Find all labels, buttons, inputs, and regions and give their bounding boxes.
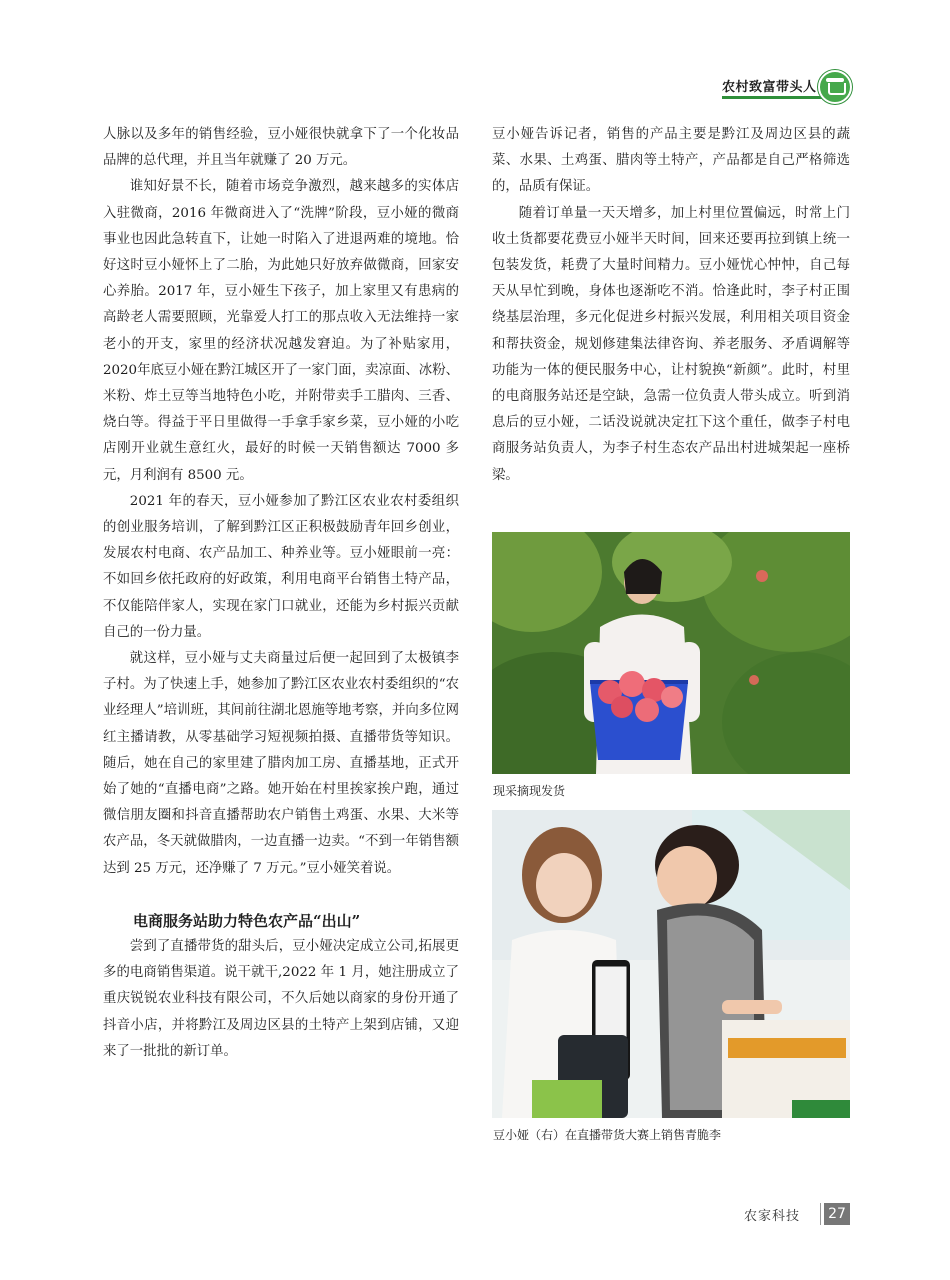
left-column: [103, 122, 459, 1065]
section-tag: 农村致富带头人: [722, 80, 817, 95]
right-column: [492, 122, 850, 489]
paragraph: 2021 年的春天，豆小娅参加了黔江区农业农村委组织的创业服务培训，了解到黔江区正积极鼓励青年回乡创业，发展农村电商、农产品加工、种养业等。豆小娅眼前一亮：不如回乡依托政府的好政策，利用电商平台销售土特产品，不仅能陪伴家人，实现在家门口就业，还能为乡村振兴贡献自己的一份力量。: [103, 493, 459, 640]
paragraph: 尝到了直播带货的甜头后，豆小娅决定成立公司,拓展更多的电商销售渠道。说干就干,2022 年 1 月，她注册成立了重庆锐锐农业科技有限公司，不久后她以商家的身份开通了抖音小店，并将黔江及周边区县的土特产上架到店铺，又迎来了一批批的新订单。: [103, 938, 459, 1059]
livestream-illustration: [492, 810, 850, 1118]
paragraph: 谁知好景不长，随着市场竞争激烈，越来越多的实体店入驻微商，2016 年微商进入了“洗牌”阶段，豆小娅的微商事业也因此急转直下，让她一时陷入了进退两难的境地。恰好这时豆小娅怀上了二胎，为此她只好放弃做微商，回家安心养胎。2017 年，豆小娅生下孩子，加上家里又有患病的高龄老人需要照顾，光靠爱人打工的那点收入无法维持一家老小的开支，家里的经济状况越发窘迫。为了补贴家用，2020年底豆小娅在黔江城区开了一家门面，卖凉面、冰粉、米粉、炸土豆等当地特色小吃，并附带卖手工腊肉、三香、烧白等。得益于平日里做得一手拿手家乡菜，豆小娅的小吃店刚开业就生意红火，最好的时候一天销售额达 7000 多元，月利润有 8500 元。: [103, 179, 459, 483]
orchard-illustration: [492, 532, 850, 774]
section-header: [722, 72, 852, 104]
paragraph: 随着订单量一天天增多，加上村里位置偏远，时常上门收土货都要花费豆小娅半天时间，回来还要再拉到镇上统一包装发货，耗费了大量时间精力。豆小娅忧心忡忡，自己每天从早忙到晚，身体也逐渐吃不消。恰逢此时，李子村正围绕基层治理，多元化促进乡村振兴发展，利用相关项目资金和帮扶资金，规划修建集法律咨询、养老服务、矛盾调解等功能为一体的便民服务中心，让村貌换“新颜”。此时，村里的电商服务站还是空缺，急需一位负责人带头成立。听到消息后的豆小娅，二话没说就决定扛下这个重任，做李子村电商服务站负责人，为李子村生态农产品出村进城架起一座桥梁。: [492, 205, 850, 483]
orchard-photo: [492, 532, 850, 774]
photo-caption: 豆小娅（右）在直播带货大赛上销售青脆李: [493, 1128, 722, 1142]
paragraph: 豆小娅告诉记者，销售的产品主要是黔江及周边区县的蔬菜、水果、土鸡蛋、腊肉等土特产，产品都是自己严格筛选的，品质有保证。: [492, 127, 850, 195]
livestream-photo: [492, 810, 850, 1118]
paragraph: 人脉以及多年的销售经验，豆小娅很快就拿下了一个化妆品品牌的总代理，并且当年就赚了 20 万元。: [103, 127, 459, 169]
footer-divider: [820, 1203, 821, 1225]
section-heading: 电商服务站助力特色农产品“出山”: [133, 911, 361, 930]
photo-caption: 现采摘现发货: [493, 784, 566, 798]
paragraph: 就这样，豆小娅与丈夫商量过后便一起回到了太极镇李子村。为了快速上手，她参加了黔江区农业农村委组织的“农业经理人”培训班，其间前往湖北恩施等地考察，并向多位网红主播请教，从零基础学习短视频拍摄、直播带货等知识。随后，她在自己的家里建了腊肉加工房、直播基地，正式开始了她的“直播电商”之路。她开始在村里挨家挨户跑，通过微信朋友圈和抖音直播帮助农户销售土鸡蛋、水果、大米等农产品，冬天就做腊肉，一边直播一边卖。“不到一年销售额达到 25 万元，还净赚了 7 万元。”豆小娅笑着说。: [103, 651, 459, 876]
basket-icon: [818, 70, 852, 104]
magazine-name: 农家科技: [744, 1209, 801, 1224]
page-number: 27: [824, 1203, 850, 1225]
